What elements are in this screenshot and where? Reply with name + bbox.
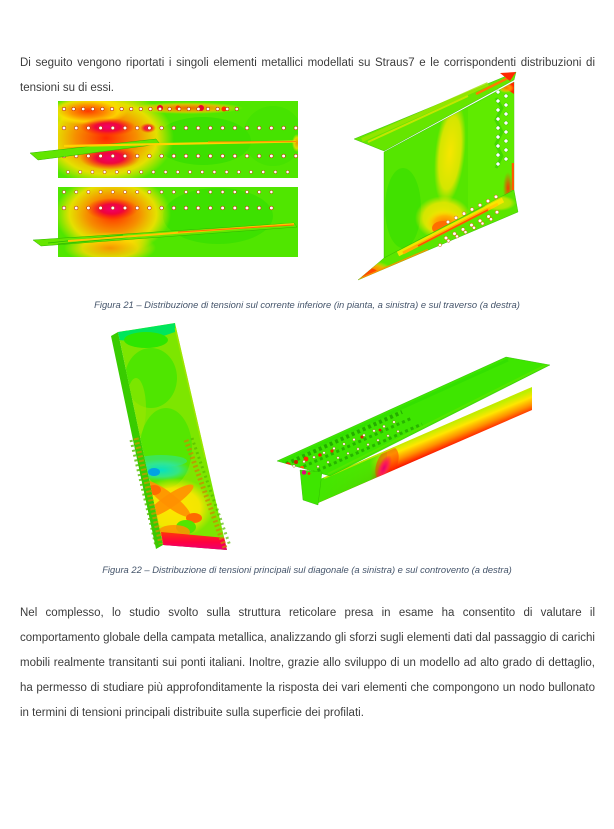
stress-plot-corrente-inferiore: [28, 96, 310, 262]
stress-plot-diagonale: [106, 318, 254, 555]
paragraph-top: Di seguito vengono riportati i singoli elementi metallici modellati su Straus7 e le corrispondenti distribuzioni di tensioni su di essi.: [20, 56, 595, 94]
plate-upper: [38, 96, 303, 186]
figure-21-caption: Figura 21 – Distribuzione di tensioni sul corrente inferiore (in pianta, a sinistra) e sul traverso (a destra): [94, 299, 520, 311]
stress-plot-traverso: [348, 68, 523, 293]
paragraph-bottom: Nel complesso, lo studio svolto sulla struttura reticolare presa in esame ha consentito di valutare il comportamento globale della campata metallica, analizzando gli sforzi sugli elementi dati dal passaggio di carichi mobili realmente transitanti sui ponti italiani. Inoltre, grazie allo sviluppo di un modello ad alto grado di dettaglio, ha permesso di studiare più approfonditamente la risposta dei vari elementi che compongono un nodo bullonato in termini di tensioni principali distribuite sulla superficie dei profilati.: [20, 606, 595, 719]
figure-22-caption: Figura 22 – Distribuzione di tensioni principali sul diagonale (a sinistra) e sul controvento (a destra): [102, 564, 512, 576]
plate-lower: [55, 174, 298, 262]
end-fin: [300, 470, 322, 505]
bolt-column: [496, 90, 501, 167]
stress-plot-controvento: [272, 352, 562, 508]
